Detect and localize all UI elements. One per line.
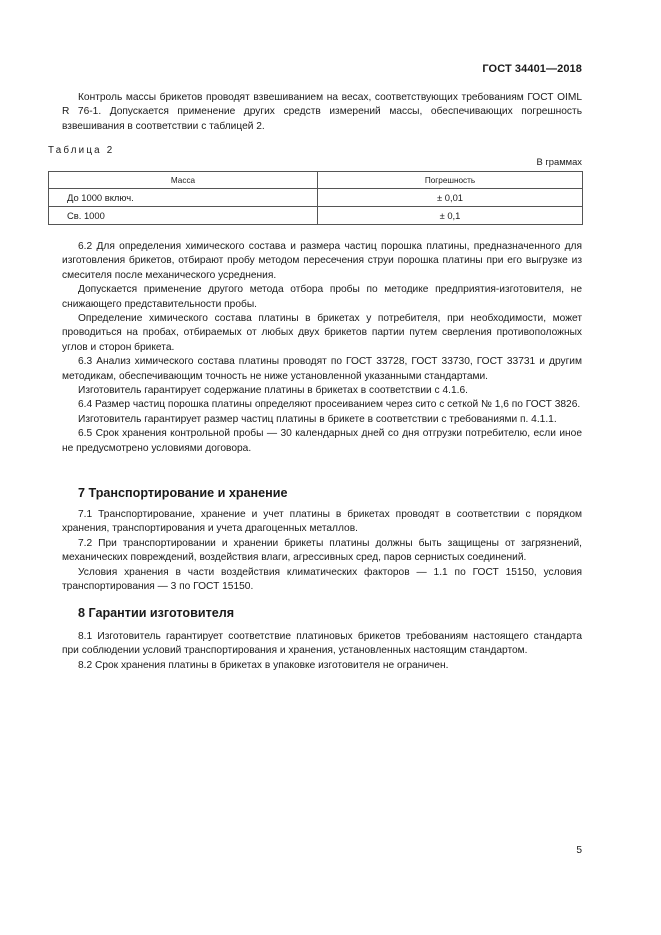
section-7-text — [62, 508, 582, 594]
paragraph-6-2: 6.2 Для определения химического состава и размера частиц порошка платины, предназначенного для изготовления брикетов, отбирают пробу методом пересечения струи порошка платины при его выгрузке из смесителя после механического усреднения. — [62, 241, 582, 281]
page-number: 5 — [576, 845, 582, 856]
table-units: В граммах — [536, 156, 582, 167]
paragraph-7-2-conditions: Условия хранения в части воздействия климатических факторов — 1.1 по ГОСТ 15150, условия транспортирования — 3 по ГОСТ 15150. — [62, 566, 582, 593]
intro-text — [62, 91, 582, 134]
standard-header: ГОСТ 34401—2018 — [482, 63, 582, 75]
paragraph-6-3-guarantee: Изготовитель гарантирует содержание платины в брикетах в соответствии с 4.1.6. — [78, 385, 468, 397]
table-row — [49, 207, 583, 225]
table-cell-mass: Св. 1000 — [49, 207, 318, 225]
paragraph-7-1: 7.1 Транспортирование, хранение и учет платины в брикетах проводят в соответствии с порядком хранения, транспортирования и учета драгоценных металлов. — [62, 509, 582, 535]
table-header-row — [49, 172, 583, 189]
mass-tolerance-table — [48, 171, 583, 225]
section-8-heading: 8 Гарантии изготовителя — [78, 606, 235, 620]
paragraph-6-2-alt-method: Допускается применение другого метода отбора пробы по методике предприятия-изготовителя, не снижающего представительности пробы. — [62, 284, 582, 310]
column-header-tolerance: Погрешность — [318, 172, 583, 189]
paragraph-6-5: 6.5 Срок хранения контрольной пробы — 30 календарных дней со дня отгрузки потребителю, если иное не предусмотрено условиями договора. — [62, 428, 582, 454]
paragraph-7-2: 7.2 При транспортировании и хранении брикеты платины должны быть защищены от загрязнений, механических повреждений, воздействия влаги, агрессивных сред, паров сернистых соединений. — [62, 537, 582, 564]
paragraph-6-2-consumer: Определение химического состава платины в брикетах у потребителя, при необходимости, может проводиться на пробах, отбираемых от любых двух брикетов партии путем сверления противоположных углов и сторон брикета. — [62, 313, 582, 353]
table-cell-tolerance: ± 0,01 — [318, 189, 583, 207]
table-row — [49, 189, 583, 207]
table-cell-mass: До 1000 включ. — [49, 189, 318, 207]
paragraph-8-2: 8.2 Срок хранения платины в брикетах в упаковке изготовителя не ограничен. — [78, 659, 449, 671]
paragraph-6-4: 6.4 Размер частиц порошка платины определяют просеиванием через сито с сеткой № 1,6 по ГОСТ 3826. — [78, 399, 581, 411]
paragraph-6-4-guarantee: Изготовитель гарантирует размер частиц платины в брикете в соответствии с требованиями п. 4.1.1. — [78, 413, 557, 425]
section-8-text — [62, 630, 582, 673]
section-6-text — [62, 240, 582, 456]
column-header-mass: Масса — [49, 172, 318, 189]
intro-paragraph: Контроль массы брикетов проводят взвешиванием на весах, соответствующих требованиям ГОСТ OIML R 76-1. Допускается применение других средств измерений массы, обеспечивающих погрешность взвешивания в соответствии с таблицей 2. — [62, 92, 582, 132]
paragraph-6-3: 6.3 Анализ химического состава платины проводят по ГОСТ 33728, ГОСТ 33730, ГОСТ 33731 и другим методикам, обеспечивающим точность не ниже установленной указанными стандартами. — [62, 356, 582, 382]
section-7-heading: 7 Транспортирование и хранение — [78, 486, 288, 500]
table-cell-tolerance: ± 0,1 — [318, 207, 583, 225]
paragraph-8-1: 8.1 Изготовитель гарантирует соответствие платиновых брикетов требованиям настоящего стандарта при соблюдении условий транспортирования и хранения, установленных настоящим стандартом. — [62, 631, 582, 657]
table-title: Таблица 2 — [48, 145, 115, 156]
